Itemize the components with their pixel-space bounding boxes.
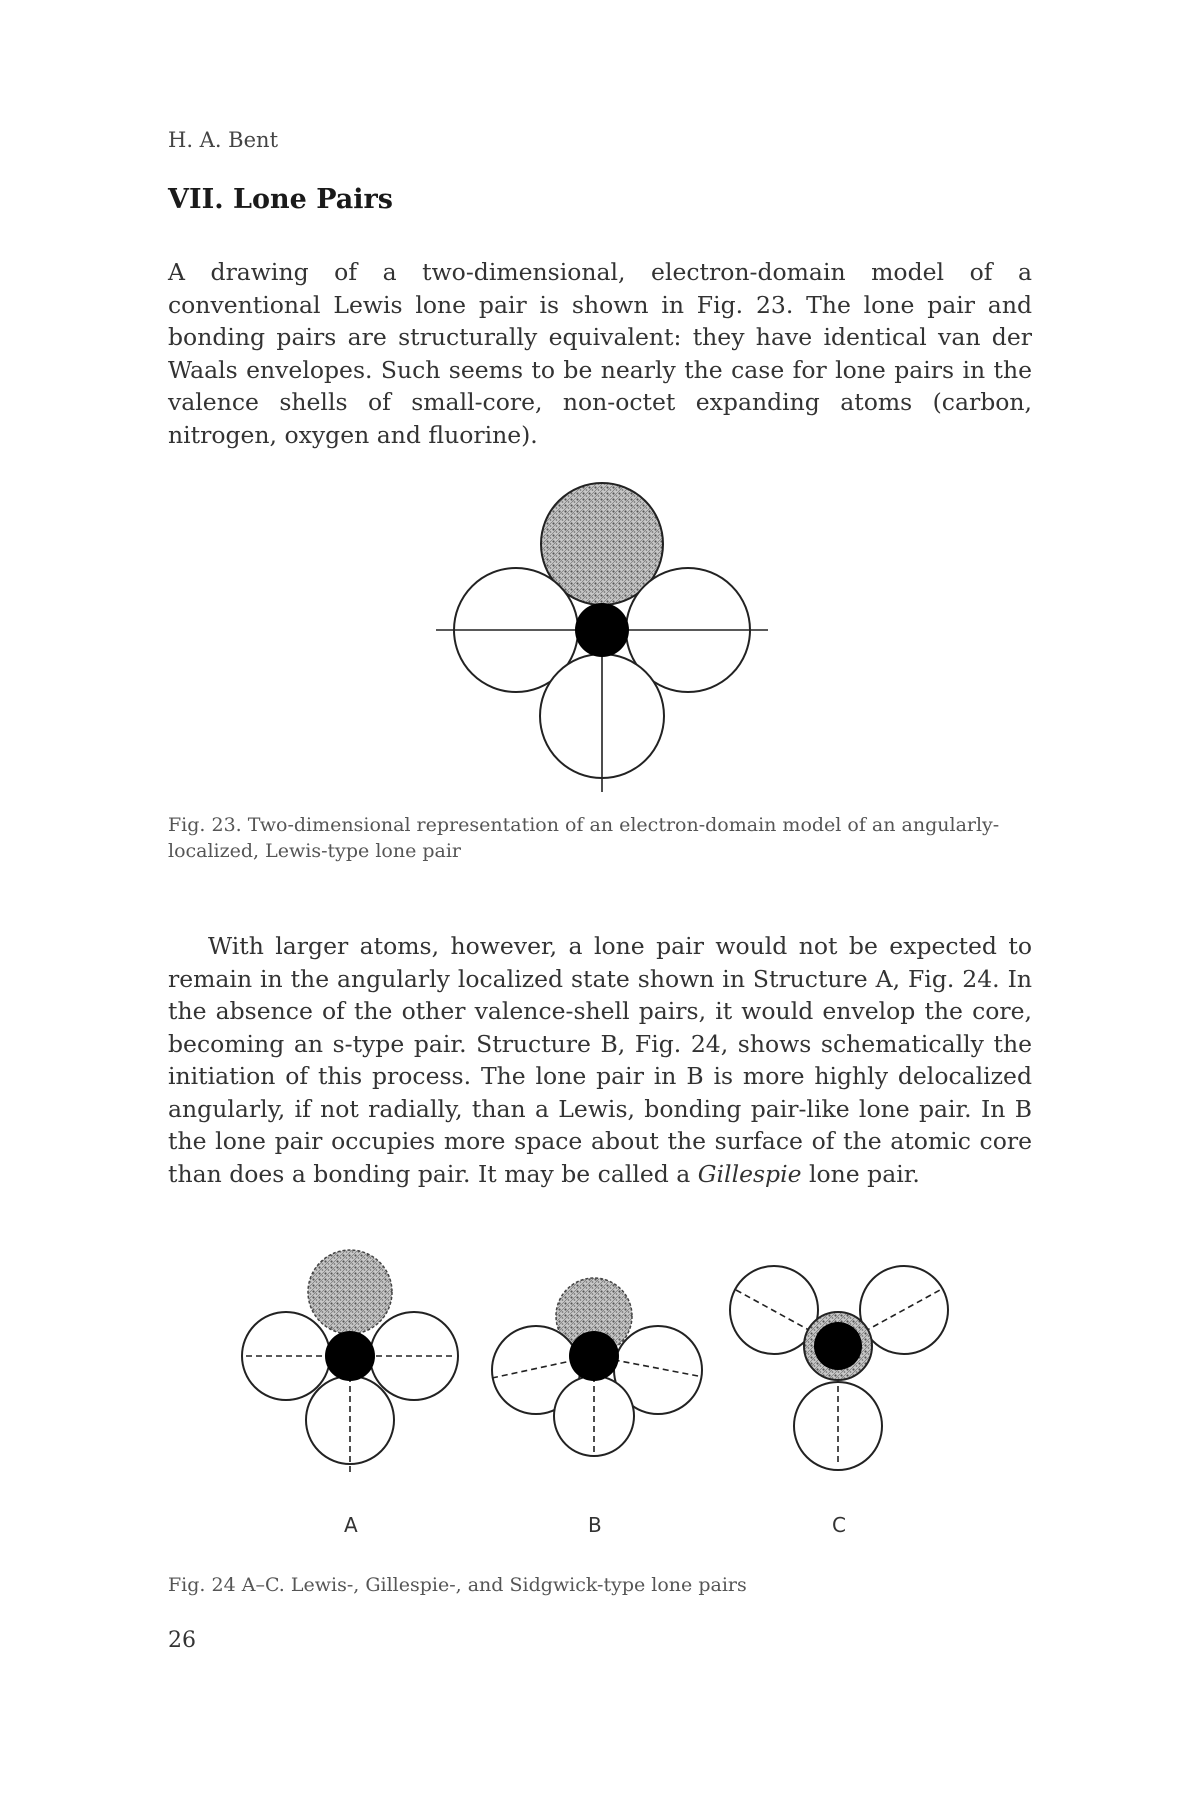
page-number: 26 — [168, 1628, 196, 1653]
fig24a-lone-pair-domain — [308, 1250, 392, 1334]
fig24b-atomic-core — [569, 1331, 619, 1381]
running-head: H. A. Bent — [168, 128, 279, 152]
fig24-label-a: A — [344, 1513, 358, 1537]
fig24-panel-a — [242, 1250, 458, 1472]
paragraph-2-text: With larger atoms, however, a lone pair would not be expected to remain in the angularly localized state shown in Structure A, Fig. 24. In the absence of the other valence-shell pairs, it would envelop the core, becoming an s-type pair. Structure B, Fig. 24, shows schematically the initiation of this process. The lone pair in B is more highly delocalized angularly, if not radially, than a Lewis, bonding pair-like lone pair. In B the lone pair occupies more space about the surface of the atomic core than does a bonding pair. It may be called a — [168, 932, 1032, 1188]
fig24-label-b: B — [588, 1513, 602, 1537]
fig24-panel-c — [730, 1266, 948, 1470]
fig24-panel-b — [492, 1278, 702, 1456]
fig23-atomic-core — [575, 603, 629, 657]
paragraph-1: A drawing of a two-dimensional, electron-domain model of a conventional Lewis lone pair is shown in Fig. 23. The lone pair and bonding pairs are structurally equivalent: they have identical van der Waals envelopes. Such seems to be nearly the case for lone pairs in the valence shells of small-core, non-octet expanding atoms (carbon, nitrogen, oxygen and fluorine). — [168, 258, 1032, 449]
gillespie-term: Gillespie — [697, 1159, 802, 1188]
paragraph-2-tail: lone pair. — [801, 1159, 920, 1188]
fig23-lewis-lone-pair-diagram — [436, 483, 768, 792]
fig24c-atomic-core — [814, 1322, 862, 1370]
paragraph-2 — [168, 930, 1032, 1190]
fig24-caption: Fig. 24 A–C. Lewis-, Gillespie-, and Sidgwick-type lone pairs — [168, 1574, 747, 1596]
fig24a-bonding-pair-right — [370, 1312, 458, 1400]
section-title: VII. Lone Pairs — [168, 184, 393, 215]
fig24-label-c: C — [832, 1513, 846, 1537]
fig23-caption: Fig. 23. Two-dimensional representation of an electron-domain model of an angularly-localized, Lewis-type lone pair — [168, 814, 1000, 862]
fig24a-atomic-core — [325, 1331, 375, 1381]
